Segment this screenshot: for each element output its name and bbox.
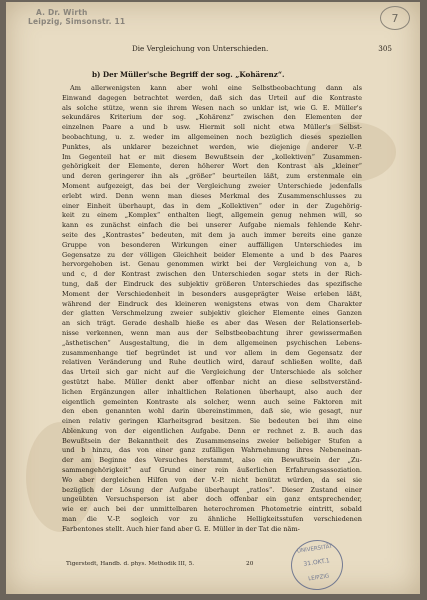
text-line: sekundäres Kriterium der sog. „Kohärenz“ zwischen den Elementen der — [62, 113, 362, 122]
text-line: einer Einheit überhaupt, das in dem „Kollektiven“ oder in der Zugehörig- — [62, 201, 362, 210]
text-line: Punktes, als unklarer bezeichnet werden, wie diejenige anderer V.-P. — [62, 142, 362, 151]
running-head-title: Die Vergleichung von Unterschieden. — [132, 44, 269, 53]
text-line: gestützt habe. Müller denkt aber offenbar nicht an diese selbstverständ- — [62, 377, 362, 386]
text-line: gehörigkeit der Elemente, deren höherer Wort den Kontrast als „kleiner“ — [62, 162, 362, 171]
page-number: 305 — [378, 44, 392, 53]
text-line: Moment aufgezeigt, das bei der Vergleichung zweier Unterschiede jedenfalls — [62, 181, 362, 190]
text-line: Ablenkung von der eigentlichen Aufgabe. Denn er rechnet z. B. auch das — [62, 426, 362, 435]
text-line: bezüglich der Lösung der Aufgabe überhaupt „ratlos“. Dieser Zustand einer — [62, 485, 362, 494]
text-line: und c, d der Kontrast zwischen den Unterschieden sogar stets in der Rich- — [62, 270, 362, 279]
text-line: keit zu einem „Komplex“ enthalten liegt, allgemein genug nehmen will, so — [62, 211, 362, 220]
text-line: nisse verkennen, wenn man aus der Selbstbeobachtung ihrer gewissermaßen — [62, 328, 362, 337]
text-line: „ästhetischen“ Ausgestaltung, die in dem allgemeinen psychischen Lebens- — [62, 338, 362, 347]
text-line: tung, daß der Eindruck des subjektiv größeren Unterschiedes das spezifische — [62, 279, 362, 288]
text-line: beobachtung, u. z. weder im allgemeinen noch bezüglich dieses speziellen — [62, 132, 362, 141]
footer-source: Tigerstedt, Handb. d. phys. Methodik III, 5. — [66, 561, 195, 567]
text-line: wie er auch bei der unmittelbaren heterochromen Photometrie eintritt, sobald — [62, 505, 362, 514]
text-line: erlebt wird. Denn wenn man dieses Merkmal des Zusammenschlusses zu — [62, 191, 362, 200]
library-stamp-date: 31.OKT.1 — [303, 557, 331, 568]
owner-stamp-address: Leipzig, Simsonstr. 11 — [28, 17, 126, 26]
text-line: der glatten Verschmelzung zweier subjektiv gleicher Elemente eines Ganzen — [62, 309, 362, 318]
text-line: und b hinzu, das von einer ganz zufälligen Wahrnehmung ihres Nebeneinan- — [62, 446, 362, 455]
text-line: der am Beginne des Versuches herstammt, also ein Bewußtsein der „Zu- — [62, 456, 362, 465]
text-line: Moment der Verschiedenheit in besonders ausgeprägter Weise erleben läßt, — [62, 289, 362, 298]
text-line: das Urteil sich gar nicht auf die Vergleichung der Unterschiede als solcher — [62, 368, 362, 377]
owner-stamp — [28, 8, 146, 30]
text-line: relativen Veränderung und Ruhe deutlich wird, darauf schließen wollte, daß — [62, 358, 362, 367]
section-title: b) Der Müller'sche Begriff der sog. „Kohärenz“. — [92, 70, 285, 79]
text-line: Im Gegenteil hat er mit diesem Bewußtsein der „kollektiven“ Zusammen- — [62, 152, 362, 161]
signature-mark: 20 — [246, 561, 254, 567]
body-text — [62, 84, 362, 535]
page-sheet — [6, 2, 420, 594]
text-line: zusammenhange tief begründet ist und vor allem in dem Gegensatz der — [62, 348, 362, 357]
running-head — [66, 44, 392, 56]
text-line: man die V.-P. sogleich vor zu ähnliche Helligkeitsstufen verschiedenen — [62, 515, 362, 524]
text-line: Einwand dagegen betrachtet werden, daß sich das Urteil auf die Kontraste — [62, 93, 362, 102]
text-line: hervorgehoben ist. Genau genommen wirkt bei der Vergleichung von a, b — [62, 260, 362, 269]
text-line: einzelnen Paare a und b usw. Hiermit soll nicht etwa Müller's Selbst- — [62, 123, 362, 132]
text-line: Wo aber dergleichen Hilfen von der V.-P. nicht benützt würden, da sei sie — [62, 475, 362, 484]
text-line: seite des „Kontrastes“ bedeuten, mit dem ja auch immer bereits eine ganze — [62, 230, 362, 239]
library-stamp-bottom: LEIPZIG — [307, 573, 330, 583]
owner-stamp-name: A. Dr. Wirth — [36, 8, 88, 17]
text-line: als solche stütze, wenn sie ihrem Wesen nach so unklar ist, wie G. E. Müller's — [62, 103, 362, 112]
text-line: einen relativ geringen Klarheitsgrad besitzen. Sie bedeuten bei ihm eine — [62, 417, 362, 426]
text-line: Farbentones stellt. Auch hier fand aber G. E. Müller in der Tat die näm- — [62, 524, 300, 533]
text-line: Gruppe von besonderen Wirkungen einer auffälligen Unterschiedes im — [62, 240, 362, 249]
text-line: eigentlich gemeinten Kontraste als solcher, wenn auch seine Faktoren mit — [62, 397, 362, 406]
pencil-annotation: 7 — [380, 6, 410, 30]
text-line: und deren geringerer ihn als „größer“ beurteilen läßt, zum erstenmale ein — [62, 172, 362, 181]
text-line: ungeübten Versuchsperson ist aber doch offenbar ein ganz entsprechender, — [62, 495, 362, 504]
text-line: lichen Ergänzungen aller inhaltlichen Relationen überhaupt, also auch der — [62, 387, 362, 396]
library-stamp — [288, 537, 346, 594]
text-line: an sich trägt. Gerade deshalb hieße es aber das Wesen der Relationserleb- — [62, 319, 362, 328]
text-line: Am allerwenigsten kann aber wohl eine Selbstbeobachtung dann als — [70, 84, 362, 92]
text-line: sammengehörigkeit“ auf Grund einer rein äußerlichen Erfahrungsassoziation. — [62, 466, 362, 475]
library-stamp-top: UNIVERSITÄT — [296, 543, 333, 555]
text-line: während der Eindruck des kleineren wenigstens etwas von dem Charakter — [62, 299, 362, 308]
text-line: den eben genannten wohl darin übereinstimmen, daß sie, wie gesagt, nur — [62, 407, 362, 416]
text-line: Bewußtsein der Bekanntheit des Zusammenseins zweier beliebiger Stufen a — [62, 436, 362, 445]
text-line: kann es zunächst einfach die bei unserer Aufgabe niemals fehlende Kehr- — [62, 221, 362, 230]
text-line: Gegensatze zu der völligen Gleichheit beider Elemente a und b des Paares — [62, 250, 362, 259]
